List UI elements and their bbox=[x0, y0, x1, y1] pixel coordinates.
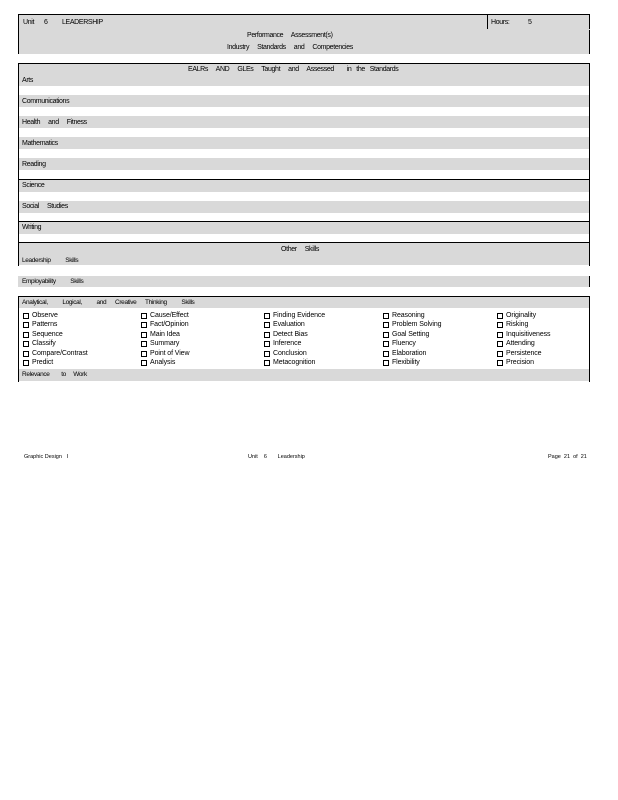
checkbox-label: Fluency bbox=[392, 340, 416, 348]
checkbox[interactable] bbox=[383, 351, 389, 357]
checkbox[interactable] bbox=[264, 341, 270, 347]
checkbox-label: Classify bbox=[32, 340, 56, 348]
leadership-skills-label: Leadership Skills bbox=[22, 257, 79, 264]
checkbox[interactable] bbox=[264, 313, 270, 319]
hours-value: 5 bbox=[528, 19, 532, 26]
checkbox[interactable] bbox=[141, 341, 147, 347]
checkbox-label: Point of View bbox=[150, 349, 190, 357]
subject-writing: Writing bbox=[22, 224, 42, 231]
checkbox[interactable] bbox=[23, 332, 29, 338]
checkbox[interactable] bbox=[264, 322, 270, 328]
checkbox[interactable] bbox=[497, 313, 503, 319]
checkbox-label: Sequence bbox=[32, 330, 63, 338]
subject-social-studies: Social Studies bbox=[22, 203, 68, 210]
checkbox-label: Observe bbox=[32, 312, 58, 319]
subject-science: Science bbox=[22, 182, 45, 189]
subject-communications: Communications bbox=[22, 98, 70, 105]
industry-standards-title: Industry Standards and Competencies bbox=[227, 44, 353, 51]
checkbox-label: Evaluation bbox=[273, 321, 305, 329]
checkbox[interactable] bbox=[141, 322, 147, 328]
checkbox[interactable] bbox=[141, 351, 147, 357]
checkbox-label: Metacognition bbox=[273, 359, 316, 366]
checkbox[interactable] bbox=[23, 360, 29, 366]
checkbox[interactable] bbox=[141, 332, 147, 338]
checkbox[interactable] bbox=[141, 313, 147, 319]
checkbox-label: Predict bbox=[32, 359, 54, 366]
checkbox[interactable] bbox=[497, 351, 503, 357]
checkbox-label: Fact/Opinion bbox=[150, 321, 189, 329]
checkbox[interactable] bbox=[264, 332, 270, 338]
footer-page: Page 21 of 21 bbox=[548, 454, 587, 460]
checkbox[interactable] bbox=[497, 341, 503, 347]
checkbox[interactable] bbox=[383, 322, 389, 328]
checkbox[interactable] bbox=[383, 313, 389, 319]
checkbox[interactable] bbox=[383, 341, 389, 347]
analytical-skills-label: Analytical, Logical, and Creative Thinking Skills bbox=[22, 299, 195, 306]
checkbox-label: Reasoning bbox=[392, 312, 425, 319]
checkbox[interactable] bbox=[23, 351, 29, 357]
checkbox-label: Inquisitiveness bbox=[506, 330, 551, 338]
checkbox-label: Patterns bbox=[32, 321, 58, 329]
checkbox-label: Summary bbox=[150, 340, 180, 348]
checkbox-label: Goal Setting bbox=[392, 330, 430, 338]
checkbox[interactable] bbox=[497, 322, 503, 328]
checkbox-label: Risking bbox=[506, 321, 529, 329]
checkbox-label: Problem Solving bbox=[392, 321, 442, 329]
subject-mathematics: Mathematics bbox=[22, 140, 58, 147]
checkbox[interactable] bbox=[264, 351, 270, 357]
relevance-row bbox=[19, 369, 589, 381]
subject-health-fitness: Health and Fitness bbox=[22, 119, 87, 126]
unit-number: 6 bbox=[44, 19, 48, 26]
hours-label: Hours: bbox=[491, 19, 510, 26]
employability-skills-label: Employability Skills bbox=[22, 278, 84, 285]
footer-unit: Unit 6 Leadership bbox=[248, 454, 305, 460]
checkbox[interactable] bbox=[23, 322, 29, 328]
unit-name: LEADERSHIP bbox=[62, 19, 103, 26]
checkbox-label: Flexibility bbox=[392, 359, 420, 366]
relevance-label: Relevance to Work bbox=[22, 371, 87, 378]
checkbox-label: Originality bbox=[506, 312, 537, 319]
checkbox-label: Attending bbox=[506, 340, 535, 348]
checkbox-label: Elaboration bbox=[392, 349, 427, 357]
checkbox[interactable] bbox=[264, 360, 270, 366]
performance-assessment-title: Performance Assessment(s) bbox=[247, 32, 333, 39]
checkbox[interactable] bbox=[383, 360, 389, 366]
checkbox-label: Analysis bbox=[150, 359, 176, 366]
checkbox[interactable] bbox=[23, 341, 29, 347]
checkbox-label: Cause/Effect bbox=[150, 312, 189, 319]
subject-reading: Reading bbox=[22, 161, 46, 168]
ealrs-title: EALRs AND GLEs Taught and Assessed in the Standards bbox=[188, 66, 399, 73]
checkbox[interactable] bbox=[23, 313, 29, 319]
checkbox-label: Compare/Contrast bbox=[32, 349, 88, 357]
checkbox[interactable] bbox=[141, 360, 147, 366]
checkbox-label: Inference bbox=[273, 340, 302, 348]
checkbox-label: Finding Evidence bbox=[273, 312, 326, 319]
footer-course: Graphic Design I bbox=[24, 454, 69, 460]
checkbox-label: Detect Bias bbox=[273, 330, 308, 338]
checkbox-label: Persistence bbox=[506, 349, 542, 357]
other-skills-title: Other Skills bbox=[281, 246, 319, 253]
unit-label: Unit bbox=[23, 19, 35, 26]
subject-arts: Arts bbox=[22, 77, 34, 84]
checkbox[interactable] bbox=[383, 332, 389, 338]
checkbox[interactable] bbox=[497, 360, 503, 366]
checkbox-label: Precision bbox=[506, 359, 534, 366]
checkbox-label: Main Idea bbox=[150, 330, 180, 338]
ealrs-section bbox=[18, 63, 590, 243]
checkbox-label: Conclusion bbox=[273, 349, 307, 357]
checkbox[interactable] bbox=[497, 332, 503, 338]
